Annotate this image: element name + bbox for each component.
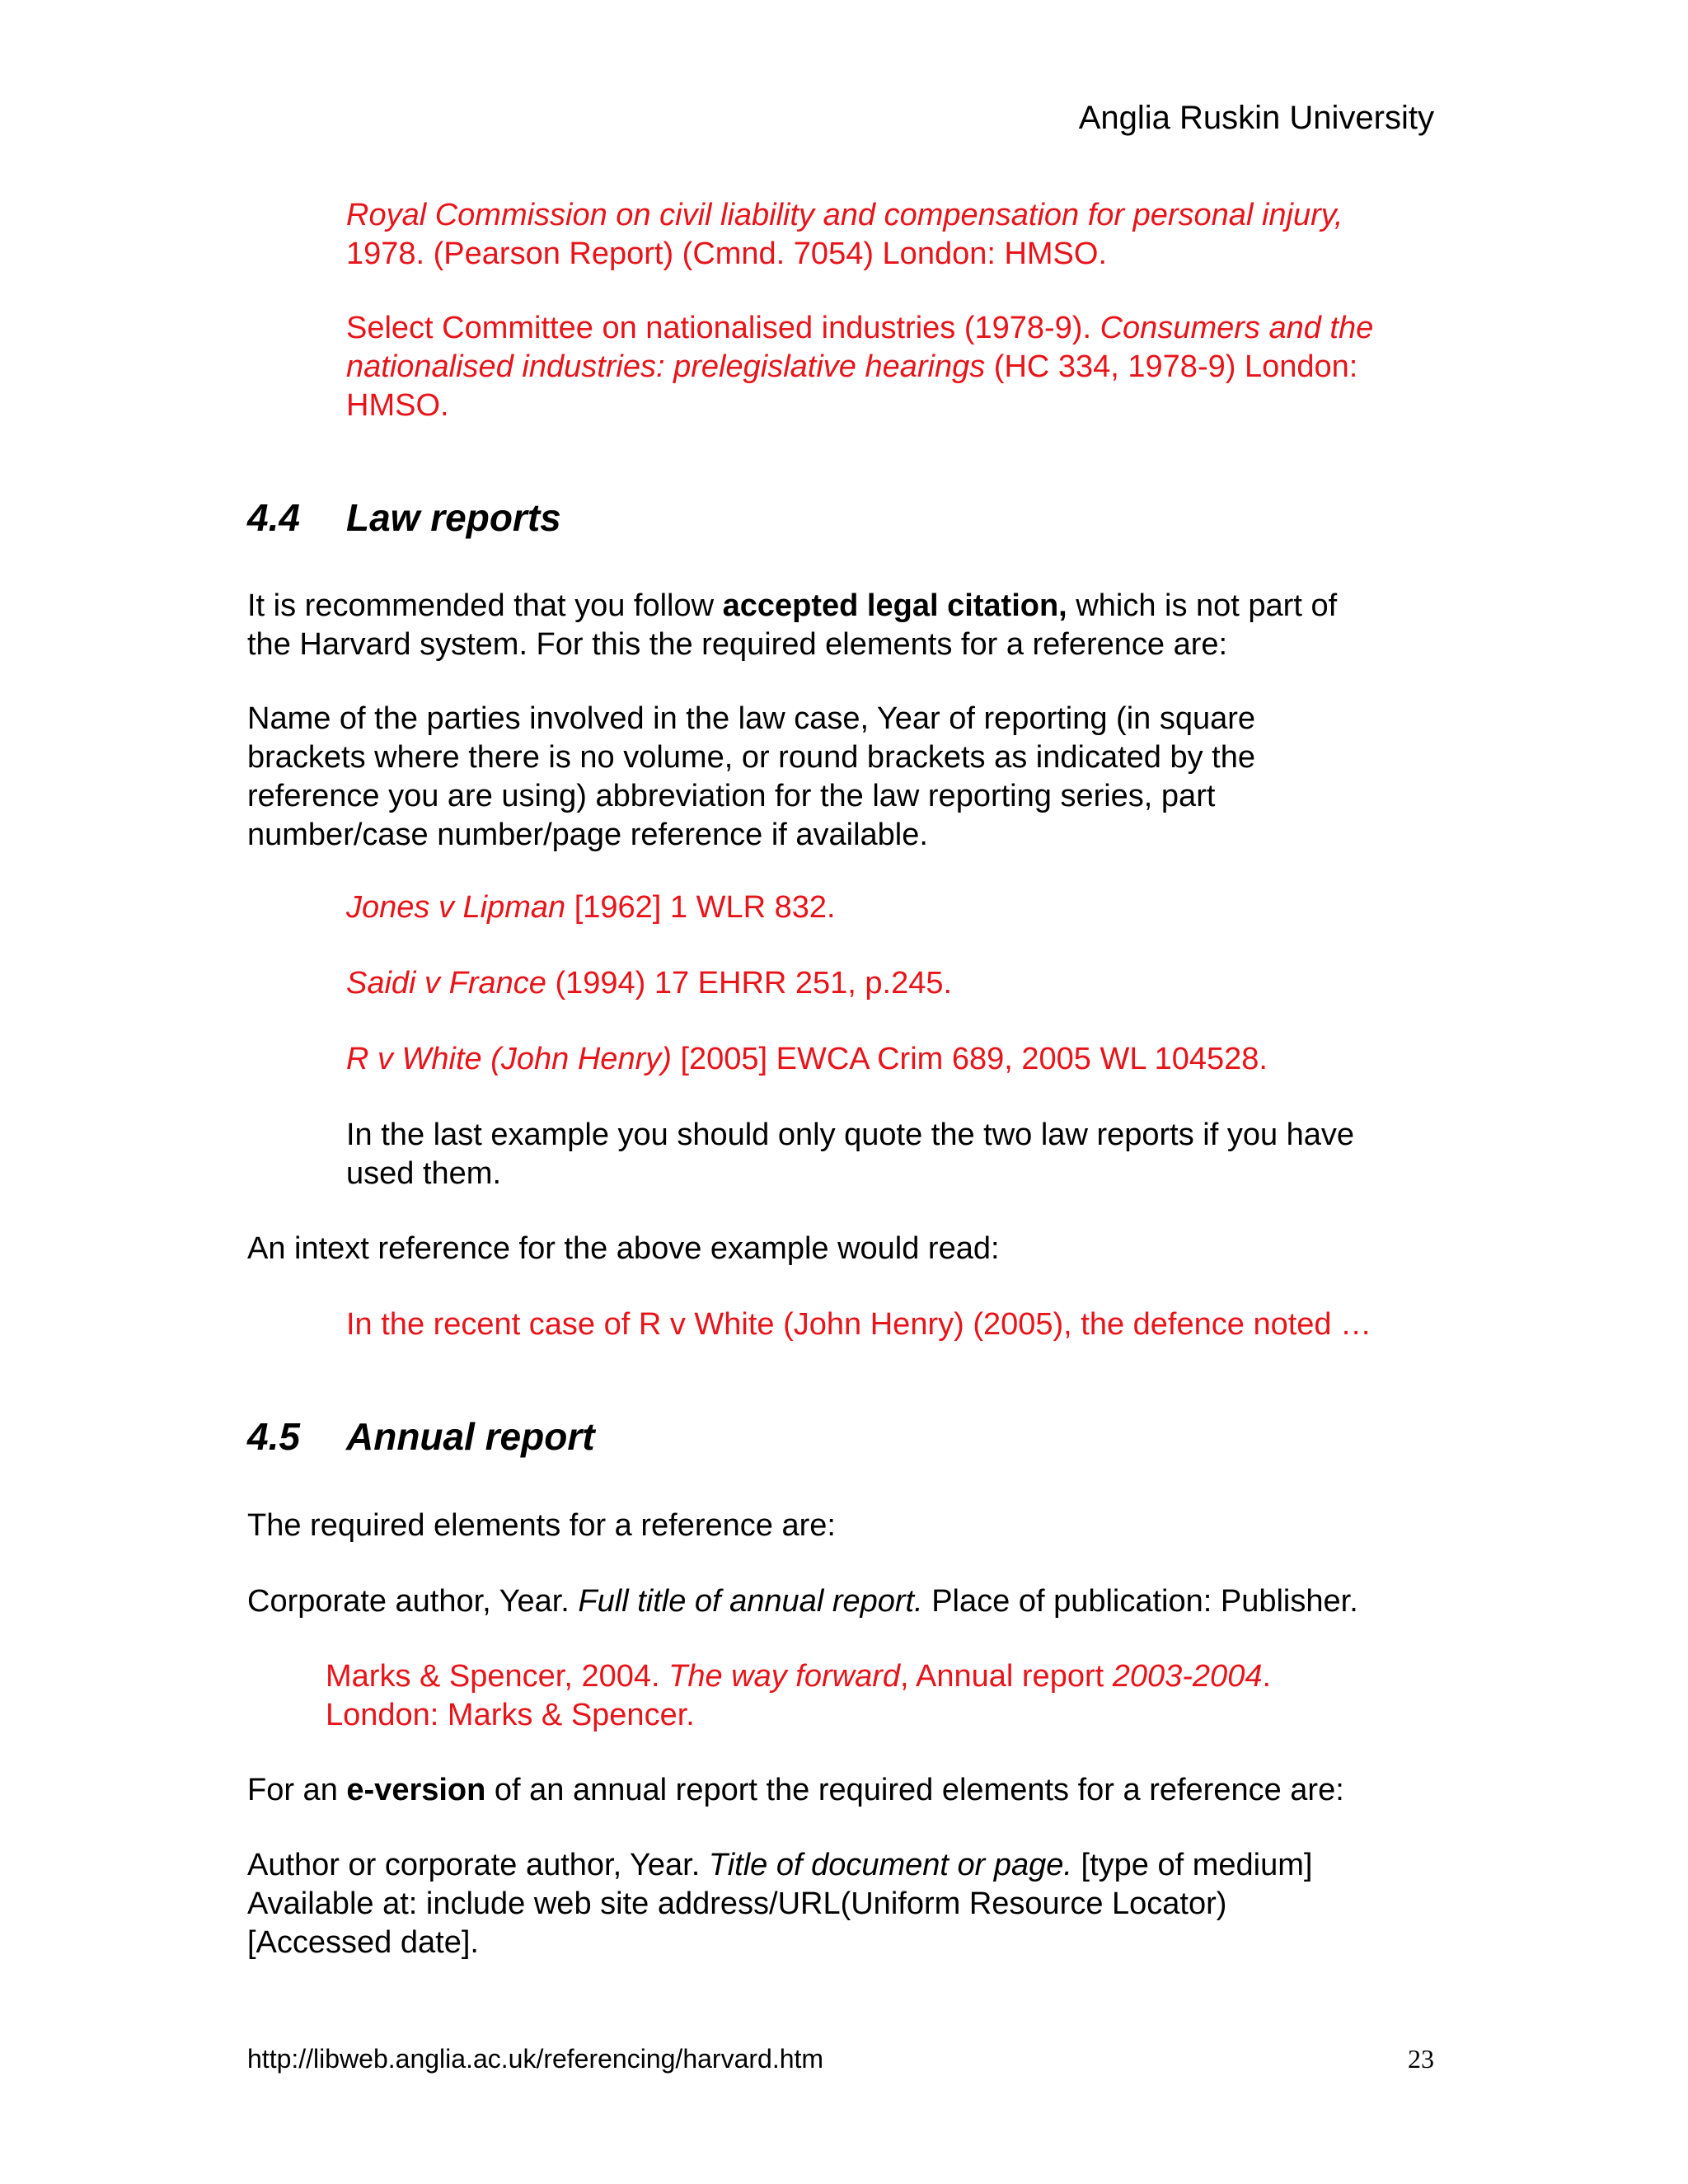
- eversion-text: For an: [247, 1773, 347, 1807]
- format-text: Corporate author, Year.: [247, 1584, 579, 1619]
- note-line: In the last example you should only quote the two law reports if you have: [346, 1118, 1355, 1152]
- elements-line: reference you are using) abbreviation for the law reporting series, part: [247, 779, 1216, 813]
- format-italic: Full title of annual report.: [578, 1584, 923, 1619]
- page-number: 23: [1408, 2044, 1434, 2074]
- case-name: Saidi v France: [346, 966, 546, 1001]
- reference-title-cont: nationalised industries: prelegislative hearings: [346, 349, 986, 384]
- elements-line: Name of the parties involved in the law case, Year of reporting (in square: [247, 701, 1256, 736]
- eversion-intro: [247, 1771, 1344, 1810]
- law-reports-note: [346, 1116, 1354, 1193]
- eversion-format: [247, 1846, 1312, 1962]
- intext-example: In the recent case of R v White (John Henry) (2005), the defence noted …: [346, 1307, 1372, 1342]
- section-title: Law reports: [346, 496, 561, 539]
- annual-report-format: [247, 1582, 1358, 1621]
- example-text: , Annual report: [900, 1659, 1113, 1694]
- eformat-line-2: Available at: include web site address/URL(Uniform Resource Locator): [247, 1886, 1227, 1921]
- reference-details: (HC 334, 1978-9) London:: [985, 349, 1358, 384]
- format-text-tail: Place of publication: Publisher.: [922, 1584, 1358, 1619]
- reference-publisher: HMSO.: [346, 388, 449, 423]
- case-citation: (1994) 17 EHRR 251, p.245.: [546, 966, 953, 1001]
- case-citation: [1962] 1 WLR 832.: [565, 890, 836, 925]
- document-page: [247, 0, 1434, 2184]
- law-reports-intro: [247, 587, 1337, 664]
- eformat-line-3: [Accessed date].: [247, 1925, 479, 1960]
- eversion-bold: e-version: [346, 1773, 486, 1807]
- eversion-text-tail: of an annual report the required elements for a reference are:: [485, 1773, 1344, 1807]
- eformat-text: Author or corporate author, Year.: [247, 1848, 709, 1882]
- law-report-example: [346, 964, 952, 1003]
- eformat-text-tail: [type of medium]: [1071, 1848, 1313, 1882]
- intext-intro: An intext reference for the above example would read:: [247, 1231, 1000, 1266]
- reference-details: 1978. (Pearson Report) (Cmnd. 7054) London: HMSO.: [346, 237, 1108, 271]
- intro-text-tail: which is not part of: [1067, 588, 1338, 623]
- law-reports-elements: [247, 700, 1255, 855]
- eformat-italic: Title of document or page.: [708, 1848, 1072, 1882]
- reference-select-committee: [346, 309, 1373, 425]
- section-title: Annual report: [346, 1415, 595, 1458]
- intro-bold-text: accepted legal citation,: [722, 588, 1067, 623]
- case-name: Jones v Lipman: [346, 890, 566, 925]
- intro-text-line-2: the Harvard system. For this the required elements for a reference are:: [247, 627, 1228, 662]
- reference-author: Select Committee on nationalised industries (1978-9).: [346, 311, 1100, 345]
- reference-royal-commission: [346, 196, 1343, 274]
- example-period: .: [1262, 1659, 1272, 1694]
- elements-line: number/case number/page reference if available.: [247, 818, 928, 852]
- annual-report-required: The required elements for a reference are:: [247, 1508, 836, 1543]
- section-heading-4-5: [247, 1413, 595, 1460]
- example-publisher: London: Marks & Spencer.: [326, 1698, 695, 1732]
- law-report-example: [346, 888, 836, 927]
- elements-line: brackets where there is no volume, or round brackets as indicated by the: [247, 740, 1255, 775]
- section-heading-4-4: [247, 494, 561, 541]
- footer-url: http://libweb.anglia.ac.uk/referencing/harvard.htm: [247, 2044, 824, 2074]
- case-citation: [2005] EWCA Crim 689, 2005 WL 104528.: [671, 1042, 1268, 1076]
- intro-text: It is recommended that you follow: [247, 588, 723, 623]
- example-title: The way forward: [668, 1659, 900, 1694]
- example-author: Marks & Spencer, 2004.: [326, 1659, 669, 1694]
- reference-title: Royal Commission on civil liability and compensation for personal injury,: [346, 198, 1343, 232]
- example-years: 2003-2004: [1112, 1659, 1263, 1694]
- section-number: 4.5: [247, 1415, 300, 1458]
- case-name: R v White (John Henry): [346, 1042, 672, 1076]
- page-header-institution: Anglia Ruskin University: [1078, 100, 1434, 136]
- annual-report-example: [326, 1657, 1271, 1735]
- reference-title: Consumers and the: [1100, 311, 1374, 345]
- law-report-example: [346, 1040, 1268, 1079]
- note-line: used them.: [346, 1156, 501, 1191]
- section-number: 4.4: [247, 496, 300, 539]
